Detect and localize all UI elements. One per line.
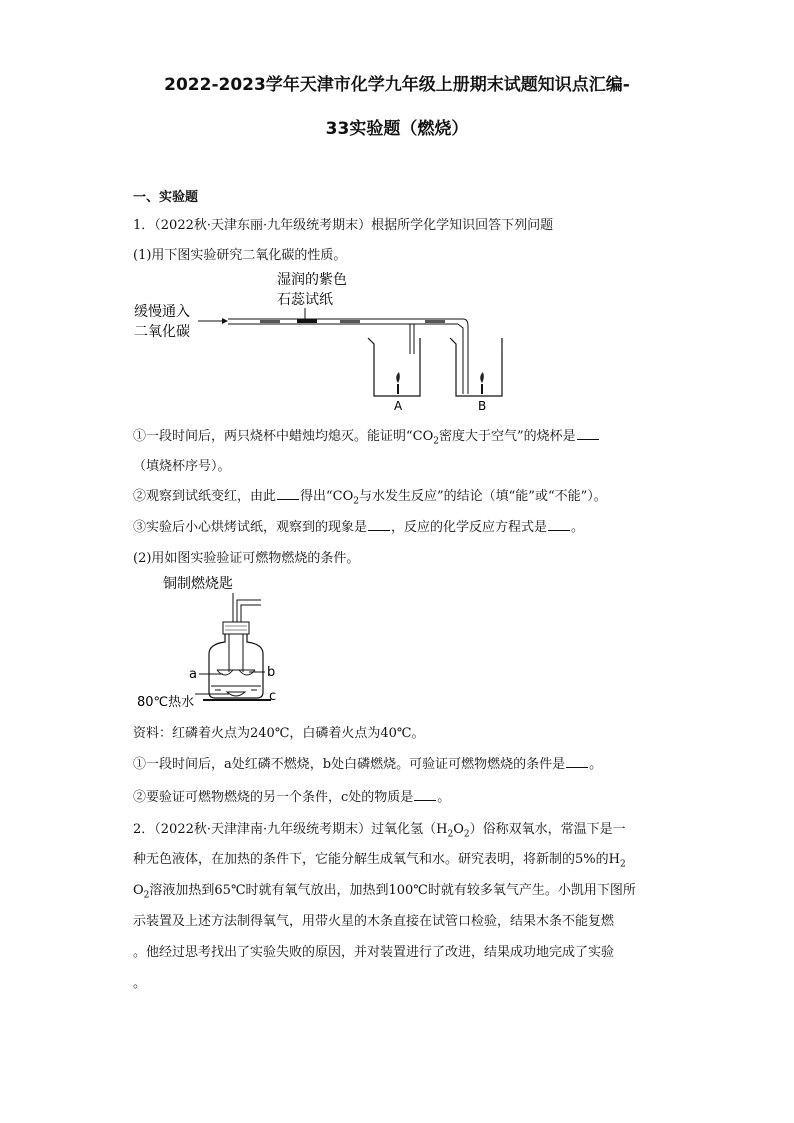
fig1-label-left2: 二氧化碳	[134, 324, 190, 340]
page-title-line1: 2022-2023学年天津市化学九年级上册期末试题知识点汇编-	[164, 75, 630, 95]
figure-combustion-bottle	[133, 570, 303, 710]
q1-1-cont: （填烧杯序号）。	[133, 459, 231, 474]
fig1-label-top1: 湿润的紫色	[277, 272, 347, 288]
q1-part2: (2)用如图实验验证可燃物燃烧的条件。	[133, 551, 360, 566]
q1-2: ②观察到试纸变红，由此 得出“$CO_2$与水发生反应”的结论（填“能”或“不能”）。	[133, 489, 607, 507]
q2-line1: 2．（2022秋·天津津南·九年级统考期末）过氧化氢$(H_2O_2)$俗称双氧水，常温下是一	[133, 822, 626, 840]
page-title-line2: 33实验题（燃烧）	[325, 119, 469, 139]
q1-part2-1: ①一段时间后，a处红磷不燃烧，b处白磷燃烧。可验证可燃物燃烧的条件是 。	[133, 757, 603, 772]
q1-part2-2: ②要验证可燃物燃烧的另一个条件，c处的物质是 。	[133, 790, 451, 805]
fig1-label-left1: 缓慢通入	[134, 304, 190, 320]
q1-1: ①一段时间后，两只烧杯中蜡烛均熄灭。能证明“$CO_2$密度大于空气”的烧杯是	[133, 425, 600, 447]
section-heading: 一、实验题	[133, 190, 199, 205]
q1-stem: 1．（2022秋·天津东丽·九年级统考期末）根据所学化学知识回答下列问题	[133, 218, 554, 233]
q2-line6: 。	[133, 976, 147, 991]
q2-line2: 种无色液体，在加热的条件下，它能分解生成氧气和水。研究表明，将新制的5%的$H_2$	[133, 852, 626, 870]
fig2-label-b: b	[267, 665, 276, 680]
q2-line3: $O_2$溶液加热到65℃时就有氧气放出，加热到100℃时就有较多氧气产生。小凯用下图所	[133, 883, 636, 901]
fig2-label-c: c	[269, 689, 277, 704]
q1-material: 资料：红磷着火点为240℃，白磷着火点为40℃。	[133, 726, 425, 741]
figure-co2-apparatus	[130, 266, 530, 416]
fig2-label-a: a	[189, 667, 197, 682]
q2-line5: 。他经过思考找出了实验失败的原因，并对装置进行了改进，结果成功地完成了实验	[133, 945, 615, 960]
fig2-label-spoon: 铜制燃烧匙	[163, 576, 233, 592]
fig1-label-A: A	[394, 399, 403, 413]
fig1-label-top2: 石蕊试纸	[277, 292, 333, 308]
fig1-label-B: B	[478, 399, 487, 413]
fig2-label-water: 80℃热水	[137, 695, 195, 710]
q2-line4: 示装置及上述方法制得氧气，用带火星的木条直接在试管口检验，结果木条不能复燃	[133, 914, 615, 929]
q1-3: ③实验后小心烘烤试纸，观察到的现象是 ，反应的化学反应方程式是 。	[133, 520, 585, 535]
q1-part1: (1)用下图实验研究二氧化碳的性质。	[133, 248, 347, 263]
